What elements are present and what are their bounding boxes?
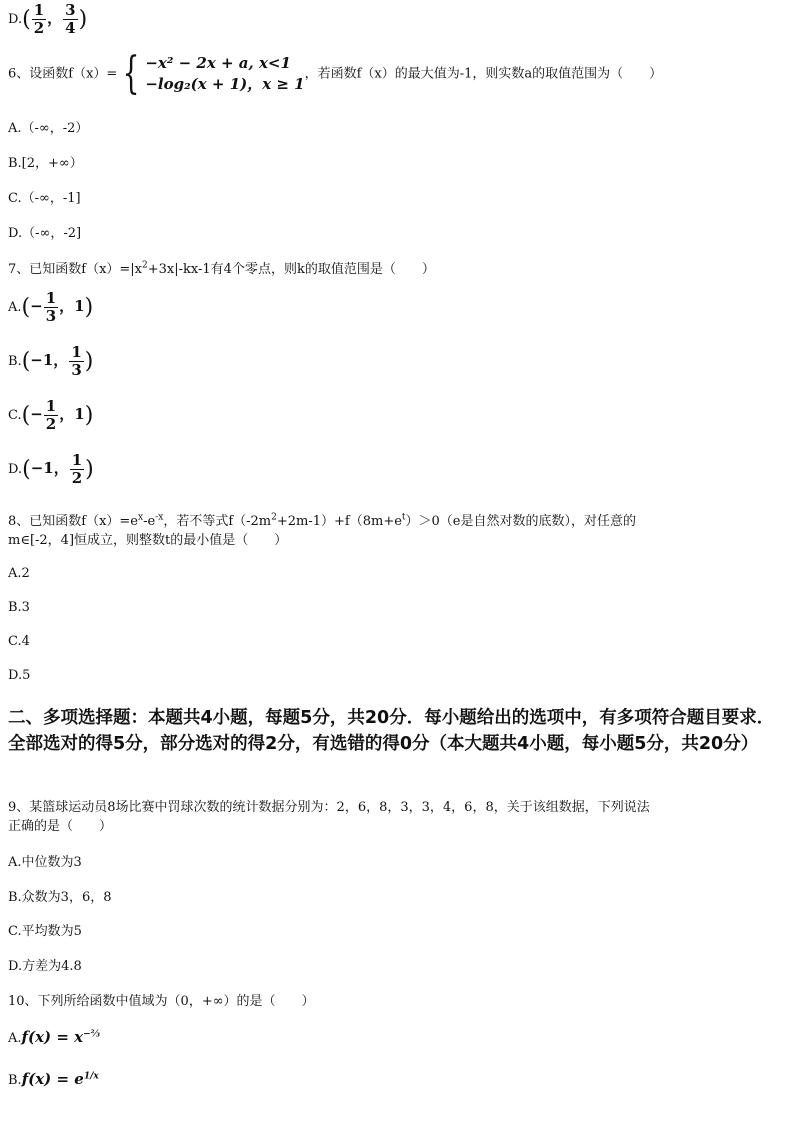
q6-option-d: D.（-∞，-2] (8, 226, 82, 241)
frac-den: 2 (33, 19, 45, 37)
option-label: A. (8, 1031, 22, 1046)
q6-option-a: A.（-∞，-2） (8, 121, 89, 136)
q9-option-a: A.中位数为3 (8, 855, 82, 870)
option-right: 1 (74, 297, 85, 315)
frac-num: 1 (45, 397, 57, 415)
q7-option-c: C.(− $\frac{1}{2}$ ，1) (8, 397, 94, 433)
q10-option-a (8, 1028, 100, 1046)
q8-part: 8、已知函数f（x）=e (8, 514, 139, 529)
q6-suffix: ，若函数f（x）的最大值为-1，则实数a的取值范围为（ ） (304, 66, 663, 82)
q8-part: ，若不等式f（-2m (163, 514, 272, 529)
q8-option-c: C.4 (8, 634, 30, 649)
frac-den: 2 (71, 469, 83, 487)
q8-option-a: A.2 (8, 566, 30, 581)
frac-num: 1 (33, 1, 45, 19)
q7-stem-a: 7、已知函数f（x）=|x (8, 262, 143, 277)
q6-option-b: B.[2，+∞） (8, 156, 83, 171)
option-label: A. (8, 300, 22, 315)
q6-option-c: C.（-∞，-1] (8, 191, 81, 206)
q8-part: +2m-1）+f（8m+e (276, 514, 402, 529)
case-2: −log₂(x + 1)，x ≥ 1 (145, 75, 305, 93)
frac-num: 3 (65, 1, 76, 19)
question-8-line-1 (8, 510, 636, 529)
piecewise-function (145, 53, 304, 95)
q8-sup: x (138, 512, 144, 523)
q8-part: -e (143, 514, 156, 529)
option-expr: f(x) = e (21, 1070, 84, 1088)
option-label: C. (8, 408, 22, 423)
q7-option-b: B.(−1， $\frac{1}{3}$ ) (8, 343, 94, 379)
q9-option-d: D.方差为4.8 (8, 959, 82, 974)
option-label: B. (8, 354, 22, 369)
q9-option-b: B.众数为3，6，8 (8, 890, 112, 905)
option-right: 1 (74, 405, 85, 423)
option-left: −1 (30, 459, 54, 477)
q10-option-b (8, 1070, 99, 1088)
option-d-fraction: D.( $\frac{1}{2}$ ， $\frac{3}{4}$ ) (8, 1, 88, 37)
q7-sup: 2 (142, 260, 148, 271)
frac-den: 4 (65, 19, 76, 37)
question-8-line-2: m∈[-2，4]恒成立，则整数t的最小值是（ ） (8, 533, 288, 548)
option-left: −1 (30, 351, 54, 369)
q8-sup: t (401, 512, 406, 523)
option-expr: f(x) = x (21, 1028, 84, 1046)
question-9-line-2: 正确的是（ ） (8, 819, 113, 834)
option-left: − (30, 405, 43, 423)
q8-part: ）＞0（e是自然对数的底数），对任意的 (405, 514, 636, 529)
q8-sup: -x (155, 512, 164, 523)
q6-prefix: 6、设函数f（x）= (8, 66, 118, 82)
option-label: D. (8, 12, 23, 27)
q7-stem-b: +3x|-kx-1有4个零点，则k的取值范围是（ ） (147, 262, 435, 277)
question-9-line-1: 9、某篮球运动员8场比赛中罚球次数的统计数据分别为：2，6，8，3，3，4，6，8，关于该组数据，下列说法 (8, 800, 650, 815)
question-7-stem (8, 258, 435, 277)
question-10-stem: 10、下列所给函数中值域为（0，+∞）的是（ ） (8, 994, 315, 1009)
frac-den: 3 (45, 307, 57, 325)
section-heading: 二、多项选择题：本题共4小题，每题5分，共20分．每小题给出的选项中，有多项符合题目要求．全部选对的得5分，部分选对的得2分，有选错的得0分（本大题共4小题，每小题5分，共20分） (8, 708, 775, 754)
q8-option-b: B.3 (8, 600, 30, 615)
option-exp: −⅔ (83, 1029, 100, 1040)
q7-option-d: D.(−1， $\frac{1}{2}$ ) (8, 451, 94, 487)
option-left: − (30, 297, 43, 315)
option-label: D. (8, 462, 23, 477)
frac-num: 1 (71, 451, 83, 469)
q7-option-a: A.(− $\frac{1}{3}$ ，1) (8, 289, 94, 325)
frac-den: 2 (45, 415, 57, 433)
q8-option-d: D.5 (8, 668, 31, 683)
frac-num: 1 (45, 289, 57, 307)
q8-sup: 2 (271, 512, 277, 523)
frac-den: 3 (71, 361, 82, 379)
q9-option-c: C.平均数为5 (8, 924, 82, 939)
option-exp: 1/x (83, 1071, 99, 1082)
case-1: −x² − 2x + a, x<1 (145, 54, 291, 72)
option-label: B. (8, 1073, 22, 1088)
question-6-stem: 6、设函数f（x）= { −x² − 2x + a, x<1 −log₂(x + 1)，x ≥ 1 ，若函数f（x）的最大值为-1，则实数a的取值范围为（ ） (8, 48, 663, 99)
frac-num: 1 (71, 343, 82, 361)
